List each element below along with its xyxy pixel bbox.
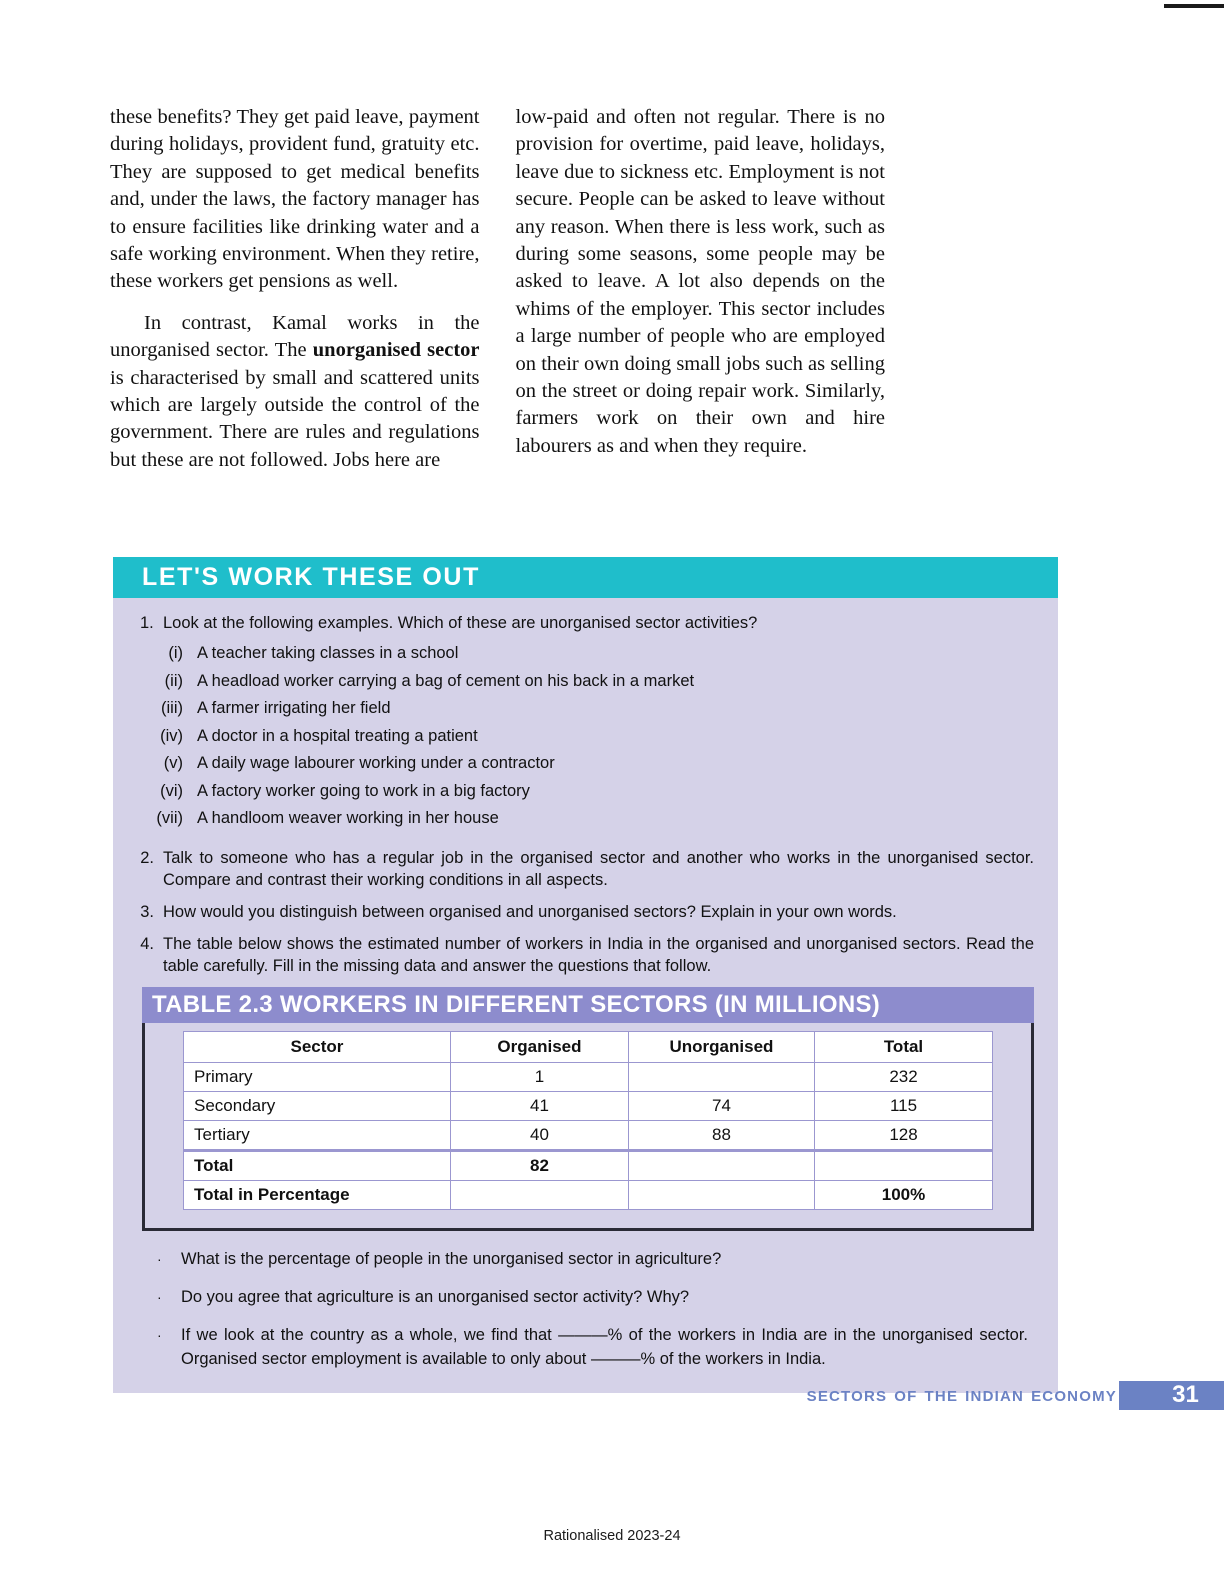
list-item (153, 1323, 1028, 1371)
example-numeral-ii: (ii) (164, 671, 183, 690)
question-item-3 (133, 901, 1034, 923)
rationalised-watermark: Rationalised 2023-24 (543, 1528, 681, 1544)
table-header-row (184, 1031, 993, 1062)
left-paragraph-2-part1: In contrast, Kamal works in the unorganised sector. The (110, 311, 480, 362)
follow-up-question-list (113, 1231, 1058, 1371)
follow-up-text-2: Do you agree that agriculture is an unorganised sector activity? Why? (181, 1287, 690, 1306)
left-paragraph-2-part2: is characterised by small and scattered units which are largely outside the control of the government. There are rules and regulations but these are not followed. Jobs here are (110, 366, 480, 471)
example-text-iii: A farmer irrigating her field (197, 699, 391, 717)
column-header-unorganised: Unorganised (628, 1031, 814, 1062)
page-footer (0, 1379, 1224, 1411)
question-item-1 (133, 612, 1034, 634)
example-numeral-vii: (vii) (156, 809, 183, 827)
page-number-badge (1119, 1381, 1224, 1410)
cell-unorganised-primary (628, 1062, 814, 1091)
list-item (133, 695, 1034, 723)
list-item (133, 640, 1034, 668)
list-item (133, 778, 1034, 806)
example-text-i: A teacher taking classes in a school (197, 644, 459, 662)
cell-organised-secondary: 41 (450, 1091, 628, 1120)
cell-organised-total-percentage (450, 1180, 628, 1209)
cell-total-secondary: 115 (815, 1091, 993, 1120)
activity-box-header (113, 557, 1058, 598)
example-numeral-vi: (vi) (160, 781, 183, 800)
column-header-organised: Organised (450, 1031, 628, 1062)
table-block (142, 987, 1034, 1231)
list-item (153, 1285, 1028, 1309)
example-numeral-v: (v) (163, 754, 183, 772)
corner-artifact-mark (1164, 4, 1224, 8)
footer-chapter-title: sectors of the indian economy (806, 1383, 1117, 1406)
list-item (133, 723, 1034, 751)
example-numeral-iv: (iv) (160, 726, 183, 745)
table-row (184, 1091, 993, 1120)
question-number-1: 1. (140, 614, 154, 632)
cell-total-primary: 232 (815, 1062, 993, 1091)
cell-sector-tertiary: Tertiary (184, 1120, 451, 1150)
table-row (184, 1120, 993, 1150)
right-paragraph-1: low-paid and often not regular. There is no provision for overtime, paid leave, holidays, leave due to sickness etc. Employment is not secure. People can be asked to leave without any reason. When there is less work, such as during some seasons, some people may be asked to leave. A lot also depends on the whims of the employer. This sector includes a large number of people who are employed on their own doing small jobs such as selling on the street or doing repair work. Similarly, farmers work on their own and hire labourers as and when they require. (515, 106, 885, 457)
list-item (133, 668, 1034, 696)
table-row-total (184, 1150, 993, 1180)
question-item-4 (133, 933, 1034, 977)
question-text-2: Talk to someone who has a regular job in the organised sector and another who works in the unorganised sector. Compare and contrast their working conditions in all aspects. (163, 848, 1034, 889)
table-banner (142, 987, 1034, 1023)
right-text-column (516, 104, 886, 478)
page-number: 31 (1172, 1381, 1199, 1408)
example-numeral-i: (i) (168, 644, 183, 662)
unorganised-sector-term: unorganised sector (312, 339, 480, 362)
activity-box-title: LET'S WORK THESE OUT (142, 563, 480, 591)
table-row (184, 1062, 993, 1091)
list-item (133, 805, 1034, 833)
cell-unorganised-total-percentage (628, 1180, 814, 1209)
activity-question-list (113, 598, 1058, 977)
table-title: TABLE 2.3 WORKERS IN DIFFERENT SECTORS (IN MILLIONS) (152, 990, 881, 1018)
list-item (133, 750, 1034, 778)
bullet-marker-icon: · (157, 1288, 162, 1305)
example-numeral-iii: (iii) (161, 699, 183, 717)
table-row-total-percentage (184, 1180, 993, 1209)
bullet-marker-icon: · (157, 1326, 162, 1343)
cell-total-total-percentage: 100% (815, 1180, 993, 1209)
column-header-total: Total (815, 1031, 993, 1062)
question-number-4: 4. (140, 934, 154, 953)
example-text-ii: A headload worker carrying a bag of cement on his back in a market (197, 671, 695, 690)
cell-sector-secondary: Secondary (184, 1091, 451, 1120)
example-text-vii: A handloom weaver working in her house (197, 809, 499, 827)
example-text-vi: A factory worker going to work in a big factory (197, 781, 530, 800)
left-text-column (110, 104, 480, 478)
column-header-sector: Sector (184, 1031, 451, 1062)
cell-unorganised-tertiary: 88 (628, 1120, 814, 1150)
example-text-iv: A doctor in a hospital treating a patient (197, 726, 478, 745)
cell-total-tertiary: 128 (815, 1120, 993, 1150)
question-text-3: How would you distinguish between organised and unorganised sectors? Explain in your own words. (163, 902, 897, 921)
left-paragraph-1: these benefits? They get paid leave, payment during holidays, provident fund, gratuity etc. They are supposed to get medical benefits and, under the laws, the factory manager has to ensure facilities like drinking water and a safe working environment. When they retire, these workers get pensions as well. (110, 106, 480, 293)
cell-sector-total: Total (184, 1150, 451, 1180)
follow-up-text-1: What is the percentage of people in the unorganised sector in agriculture? (181, 1249, 722, 1268)
body-text-columns (110, 104, 885, 478)
cell-unorganised-secondary: 74 (628, 1091, 814, 1120)
cell-unorganised-total (628, 1150, 814, 1180)
bullet-marker-icon: · (157, 1250, 162, 1267)
cell-sector-total-percentage: Total in Percentage (184, 1180, 451, 1209)
cell-organised-total: 82 (450, 1150, 628, 1180)
cell-organised-primary: 1 (450, 1062, 628, 1091)
left-paragraph-2 (110, 310, 480, 474)
question-text-4: The table below shows the estimated number of workers in India in the organised and unorganised sectors. Read the table carefully. Fill in the missing data and answer the questions that follow. (163, 934, 1034, 975)
examples-roman-list (133, 640, 1034, 833)
activity-box (113, 557, 1058, 1393)
question-number-2: 2. (140, 848, 154, 867)
question-number-3: 3. (140, 902, 154, 921)
cell-organised-tertiary: 40 (450, 1120, 628, 1150)
question-text-1: Look at the following examples. Which of these are unorganised sector activities? (163, 614, 758, 632)
workers-by-sector-table (183, 1031, 993, 1210)
example-text-v: A daily wage labourer working under a contractor (197, 754, 555, 772)
follow-up-text-3: If we look at the country as a whole, we find that ———% of the workers in India are in the unorganised sector. Organised sector employment is available to only about ———% of the workers in India. (181, 1325, 1028, 1368)
cell-sector-primary: Primary (184, 1062, 451, 1091)
list-item (153, 1247, 1028, 1271)
table-grid-wrapper (183, 1031, 993, 1210)
cell-total-total (815, 1150, 993, 1180)
question-item-2 (133, 847, 1034, 891)
